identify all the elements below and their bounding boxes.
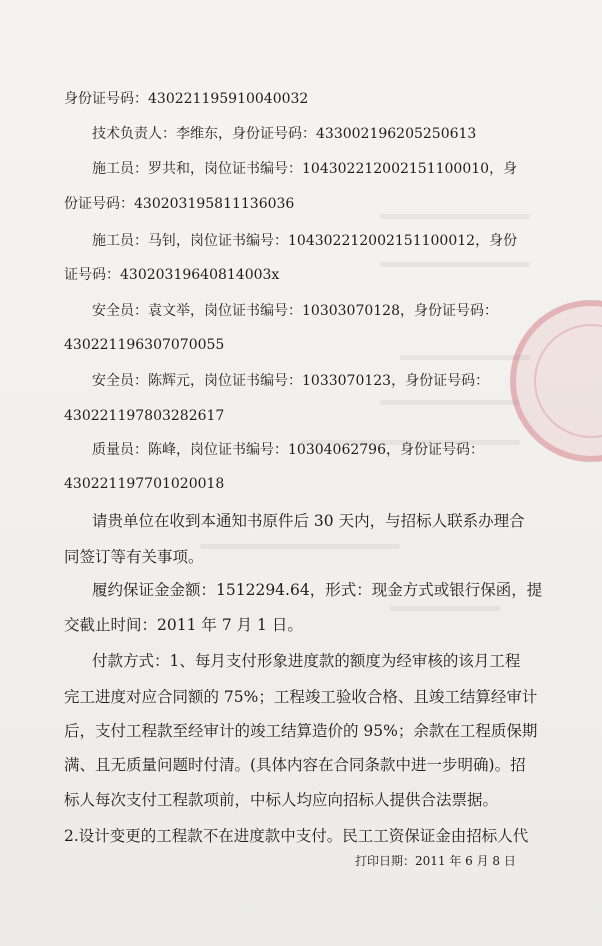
document-line <box>64 827 528 845</box>
line-text: 质量员：陈峰，岗位证书编号： <box>92 442 288 458</box>
red-seal-stamp <box>510 300 602 462</box>
line-text: 完工进度对应合同额的 75%；工程竣工验收合格、且竣工结算经审计 <box>64 688 538 706</box>
document-line <box>92 125 476 143</box>
document-line <box>64 336 224 354</box>
line-text: 433002196205250613 <box>316 126 477 142</box>
line-text: 请贵单位在收到本通知书原件后 30 天内，与招标人联系办理合 <box>92 512 525 530</box>
line-text: 付款方式：1、每月支付形象进度款的额度为经审核的该月工程 <box>92 652 521 670</box>
document-line <box>64 266 279 284</box>
line-text: ，身份证号码： <box>391 373 490 389</box>
line-text: 0，身 <box>480 161 518 177</box>
document-line <box>64 475 224 493</box>
line-text: 1033070123 <box>302 373 392 389</box>
line-text: 技术负责人：李维东，身份证号码： <box>92 126 316 142</box>
document-line <box>64 756 526 774</box>
print-date: 打印日期：2011 年 6 月 8 日 <box>355 854 516 868</box>
line-text: 10303070128 <box>302 303 400 319</box>
document-line <box>64 722 537 740</box>
line-text: 施工员：罗共和，岗位证书编号： <box>92 161 302 177</box>
line-text: 年 7 月 1 日。 <box>196 616 303 634</box>
line-text: ，身份证号码： <box>399 303 498 319</box>
line-text: 后，支付工程款至经审计的竣工结算造价的 95%；余款在工程质保期 <box>64 722 538 740</box>
document-line <box>92 652 520 670</box>
line-text: 2.设计变更的工程款不在进度款中支付。民工工资保证金由招标人代 <box>64 827 529 845</box>
document-line <box>92 441 484 459</box>
line-text: 同签订等有关事项。 <box>64 548 204 566</box>
document-line <box>92 232 517 250</box>
line-text: 身份证号码： <box>64 91 148 107</box>
document-line <box>64 791 498 809</box>
line-text: 证号码： <box>64 267 120 283</box>
line-text: 43020319640814003x <box>120 267 280 283</box>
document-line <box>64 407 224 425</box>
line-text: 10304062796 <box>288 442 386 458</box>
document-line <box>92 512 525 530</box>
line-text: 标人每次支付工程款项前，中标人均应向招标人提供合法票据。 <box>64 791 499 809</box>
line-text: 份证号码： <box>64 196 134 212</box>
line-text: 安全员：陈辉元，岗位证书编号： <box>92 373 302 389</box>
document-line <box>64 195 294 213</box>
line-text: 交截止时间： <box>64 616 158 634</box>
document-line <box>64 548 204 566</box>
line-text: 履约保证金金额： <box>92 581 217 599</box>
document-line <box>92 372 489 390</box>
line-text: 430221197803282617 <box>64 408 225 424</box>
document-line <box>92 581 542 599</box>
line-text: 1512294.64 <box>216 581 310 599</box>
line-text: 施工员：马钊，岗位证书编号： <box>92 233 288 249</box>
document-line <box>64 616 303 634</box>
document-line <box>92 160 517 178</box>
line-text: ，形式：现金方式或银行保函，提 <box>309 581 543 599</box>
line-text: 10430221200215110001 <box>302 161 481 177</box>
line-text: 430203195811136036 <box>134 196 295 212</box>
document-line <box>64 688 537 706</box>
line-text: 满、且无质量问题时付清。(具体内容在合同条款中进一步明确)。招 <box>64 756 526 774</box>
line-text: 10430221200215110001 <box>288 233 467 249</box>
line-text: ，身份证号码： <box>385 442 484 458</box>
line-text: 2011 <box>157 616 197 634</box>
line-text: 2，身份 <box>466 233 518 249</box>
line-text: 安全员：袁文举，岗位证书编号： <box>92 303 302 319</box>
line-text: 430221196307070055 <box>64 337 225 353</box>
document-line <box>92 302 498 320</box>
line-text: 430221197701020018 <box>64 476 225 492</box>
line-text: 430221195910040032 <box>148 91 309 107</box>
document-line <box>64 90 308 108</box>
